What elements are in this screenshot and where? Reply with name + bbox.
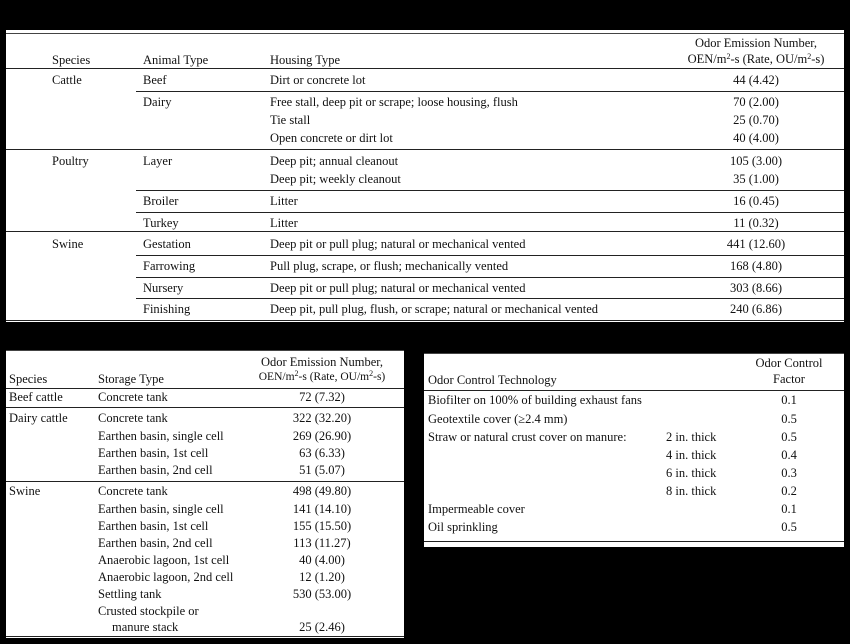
cell-housing-type: Pull plug, scrape, or flush; mechanically vented xyxy=(270,259,509,273)
cell-factor: 0.5 xyxy=(781,430,797,444)
cell-factor: 0.5 xyxy=(781,412,797,426)
cell-species: Dairy cattle xyxy=(9,411,68,425)
cell-thickness: 8 in. thick xyxy=(666,484,717,498)
cell-oen: 35 (1.00) xyxy=(733,172,779,186)
cell-storage-type: Earthen basin, 1st cell xyxy=(98,446,209,460)
cell-oen: 12 (1.20) xyxy=(299,570,345,584)
row-divider xyxy=(136,298,844,299)
cell-storage-type: Crusted stockpile or xyxy=(98,604,199,618)
cell-housing-type: Deep pit or pull plug; natural or mechanical vented xyxy=(270,237,526,251)
col-header-storage-type: Storage Type xyxy=(98,372,164,386)
header-rule xyxy=(424,390,844,391)
row-divider xyxy=(6,231,844,232)
col-header-factor-line2: Factor xyxy=(773,372,805,386)
cell-oen: 72 (7.32) xyxy=(299,390,345,404)
cell-technology: Geotextile cover (≥2.4 mm) xyxy=(428,412,568,426)
cell-oen: 303 (8.66) xyxy=(729,281,783,295)
cell-animal-type: Nursery xyxy=(143,281,184,295)
cell-factor: 0.4 xyxy=(781,448,797,462)
cell-technology: Oil sprinkling xyxy=(428,520,498,534)
housing-odor-emission-table xyxy=(6,30,844,322)
row-divider xyxy=(136,212,844,213)
cell-storage-type: Earthen basin, 2nd cell xyxy=(98,536,213,550)
cell-oen: 11 (0.32) xyxy=(733,216,779,230)
cell-storage-type: Concrete tank xyxy=(98,484,168,498)
cell-technology: Impermeable cover xyxy=(428,502,525,516)
cell-animal-type: Broiler xyxy=(143,194,179,208)
cell-species: Swine xyxy=(52,237,84,251)
cell-technology: Straw or natural crust cover on manure: xyxy=(428,430,627,444)
cell-oen: 322 (32.20) xyxy=(292,411,352,425)
cell-storage-type: Settling tank xyxy=(98,587,162,601)
cell-oen: 530 (53.00) xyxy=(292,587,352,601)
top-rule xyxy=(6,33,844,34)
cell-oen: 51 (5.07) xyxy=(299,463,345,477)
top-rule xyxy=(6,350,404,351)
col-header-housing-type: Housing Type xyxy=(270,53,341,67)
cell-oen: 40 (4.00) xyxy=(733,131,779,145)
row-divider xyxy=(136,277,844,278)
row-divider xyxy=(136,190,844,191)
cell-storage-type-cont: manure stack xyxy=(112,620,179,634)
cell-housing-type: Dirt or concrete lot xyxy=(270,73,366,87)
cell-oen: 63 (6.33) xyxy=(299,446,345,460)
cell-oen: 269 (26.90) xyxy=(292,429,352,443)
cell-species: Poultry xyxy=(52,154,89,168)
row-divider xyxy=(6,407,404,408)
cell-housing-type: Litter xyxy=(270,194,298,208)
cell-factor: 0.2 xyxy=(781,484,797,498)
cell-oen: 168 (4.80) xyxy=(729,259,783,273)
col-header-factor-line1: Odor Control xyxy=(755,356,823,370)
cell-storage-type: Earthen basin, single cell xyxy=(98,502,224,516)
cell-animal-type: Dairy xyxy=(143,95,172,109)
col-header-species: Species xyxy=(52,53,91,67)
cell-oen: 155 (15.50) xyxy=(292,519,352,533)
col-header-technology: Odor Control Technology xyxy=(428,373,557,387)
cell-storage-type: Concrete tank xyxy=(98,390,168,404)
cell-thickness: 6 in. thick xyxy=(666,466,717,480)
cell-factor: 0.5 xyxy=(781,520,797,534)
col-header-species: Species xyxy=(9,372,48,386)
cell-oen: 441 (12.60) xyxy=(726,237,786,251)
row-divider xyxy=(6,320,844,321)
row-divider xyxy=(6,636,404,637)
cell-housing-type: Deep pit; weekly cleanout xyxy=(270,172,401,186)
cell-housing-type: Open concrete or dirt lot xyxy=(270,131,393,145)
col-header-animal-type: Animal Type xyxy=(143,53,209,67)
cell-housing-type: Tie stall xyxy=(270,113,311,127)
top-rule xyxy=(424,353,844,354)
cell-oen: 70 (2.00) xyxy=(733,95,779,109)
cell-oen: 498 (49.80) xyxy=(292,484,352,498)
cell-oen: 141 (14.10) xyxy=(292,502,352,516)
cell-storage-type: Earthen basin, 1st cell xyxy=(98,519,209,533)
col-header-oen-line2: OEN/$m^2-s$ (Rate, $OU/m^2-s$) xyxy=(258,369,386,383)
cell-factor: 0.1 xyxy=(781,502,797,516)
col-header-oen-line2: OEN/$m^2-s$ (Rate, $OU/m^2-s$) xyxy=(687,52,825,66)
cell-housing-type: Free stall, deep pit or scrape; loose housing, flush xyxy=(270,95,518,109)
cell-housing-type: Deep pit, pull plug, flush, or scrape; natural or mechanical vented xyxy=(270,302,599,316)
cell-animal-type: Finishing xyxy=(143,302,191,316)
cell-factor: 0.1 xyxy=(781,393,797,407)
row-divider xyxy=(6,481,404,482)
cell-species: Beef cattle xyxy=(9,390,63,404)
cell-factor: 0.3 xyxy=(781,466,797,480)
cell-storage-type: Earthen basin, 2nd cell xyxy=(98,463,213,477)
cell-storage-type: Anaerobic lagoon, 2nd cell xyxy=(98,570,234,584)
cell-oen: 25 (2.46) xyxy=(299,620,345,634)
cell-oen: 25 (0.70) xyxy=(733,113,779,127)
col-header-oen-line1: Odor Emission Number, xyxy=(260,355,384,369)
header-rule xyxy=(6,68,844,69)
cell-storage-type: Concrete tank xyxy=(98,411,168,425)
cell-oen: 44 (4.42) xyxy=(733,73,779,87)
cell-animal-type: Turkey xyxy=(143,216,179,230)
row-divider xyxy=(424,541,844,542)
cell-oen: 40 (4.00) xyxy=(299,553,345,567)
cell-species: Cattle xyxy=(52,73,82,87)
row-divider xyxy=(136,91,844,92)
cell-housing-type: Deep pit; annual cleanout xyxy=(270,154,399,168)
col-header-oen-line1: Odor Emission Number, xyxy=(694,36,818,50)
row-divider xyxy=(6,149,844,150)
cell-thickness: 4 in. thick xyxy=(666,448,717,462)
cell-housing-type: Litter xyxy=(270,216,298,230)
cell-oen: 16 (0.45) xyxy=(733,194,779,208)
cell-thickness: 2 in. thick xyxy=(666,430,717,444)
cell-species: Swine xyxy=(9,484,41,498)
storage-odor-emission-table xyxy=(6,350,404,638)
cell-oen: 240 (6.86) xyxy=(729,302,783,316)
cell-animal-type: Layer xyxy=(143,154,173,168)
cell-oen: 113 (11.27) xyxy=(293,536,351,550)
odor-control-factor-table xyxy=(424,353,844,547)
cell-animal-type: Beef xyxy=(143,73,167,87)
cell-animal-type: Gestation xyxy=(143,237,191,251)
cell-housing-type: Deep pit or pull plug; natural or mechanical vented xyxy=(270,281,526,295)
cell-oen: 105 (3.00) xyxy=(729,154,783,168)
header-rule xyxy=(6,388,404,389)
row-divider xyxy=(136,255,844,256)
cell-storage-type: Earthen basin, single cell xyxy=(98,429,224,443)
cell-animal-type: Farrowing xyxy=(143,259,196,273)
cell-technology: Biofilter on 100% of building exhaust fans xyxy=(428,393,642,407)
cell-storage-type: Anaerobic lagoon, 1st cell xyxy=(98,553,230,567)
